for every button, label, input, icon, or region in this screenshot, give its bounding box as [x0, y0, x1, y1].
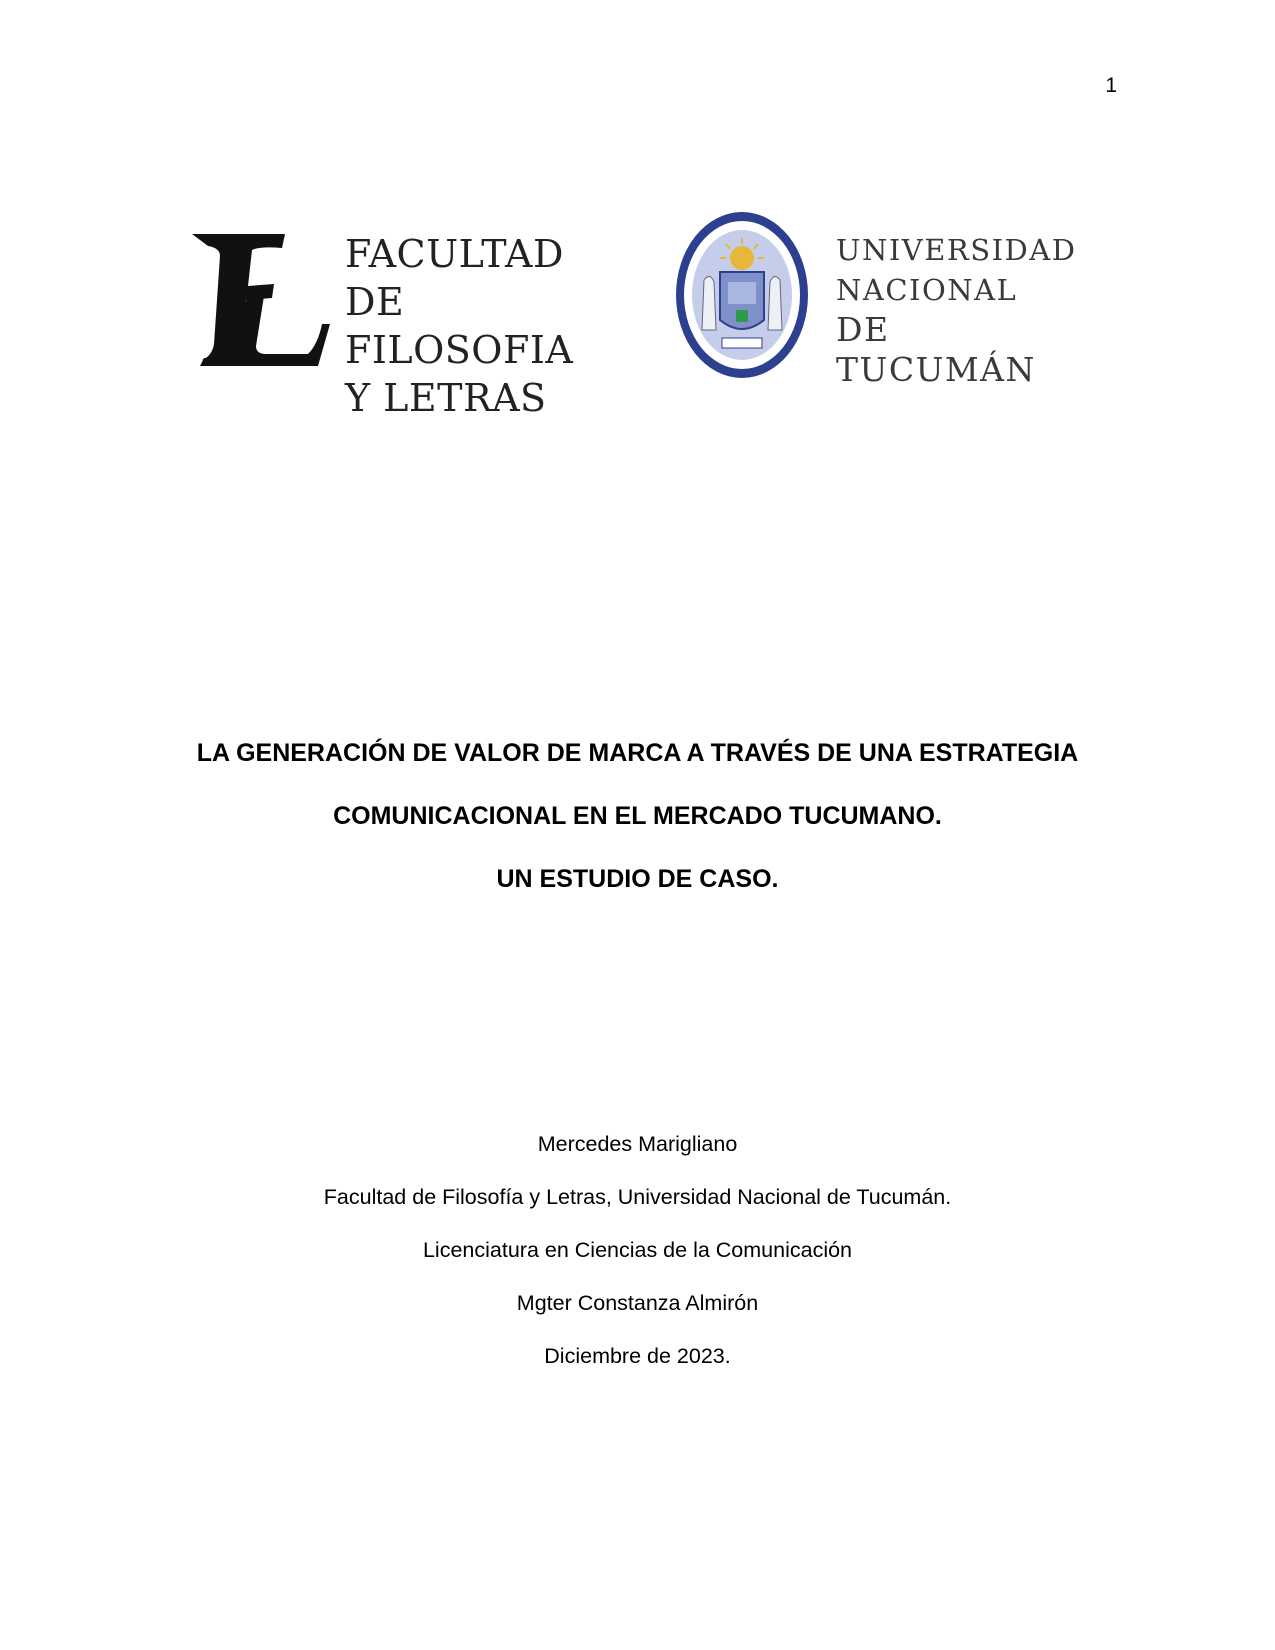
title-line-3: UN ESTUDIO DE CASO. [496, 865, 779, 893]
degree-program: Licenciatura en Ciencias de la Comunicación [422, 1238, 853, 1262]
faculty-logo-text: FACULTAD DE FILOSOFIA Y LETRAS [345, 232, 574, 420]
author-block [0, 1118, 1275, 1383]
university-logo [674, 210, 1094, 389]
title-line-2: COMUNICACIONAL EN EL MERCADO TUCUMANO. [333, 802, 942, 830]
university-seal-icon [674, 210, 810, 380]
faculty-logo [190, 226, 630, 420]
ffyl-monogram-icon [190, 226, 335, 371]
page-number: 1 [1105, 74, 1117, 97]
document-title [0, 722, 1275, 911]
university-logo-text: UNIVERSIDAD NACIONAL DE TUCUMÁN [836, 233, 1077, 389]
institution: Facultad de Filosofía y Letras, Universidad Nacional de Tucumán. [323, 1185, 952, 1209]
title-line-1: LA GENERACIÓN DE VALOR DE MARCA A TRAVÉS DE UNA ESTRATEGIA [196, 739, 1079, 767]
date: Diciembre de 2023. [544, 1344, 731, 1368]
advisor: Mgter Constanza Almirón [516, 1291, 759, 1315]
author-name: Mercedes Marigliano [537, 1132, 738, 1156]
